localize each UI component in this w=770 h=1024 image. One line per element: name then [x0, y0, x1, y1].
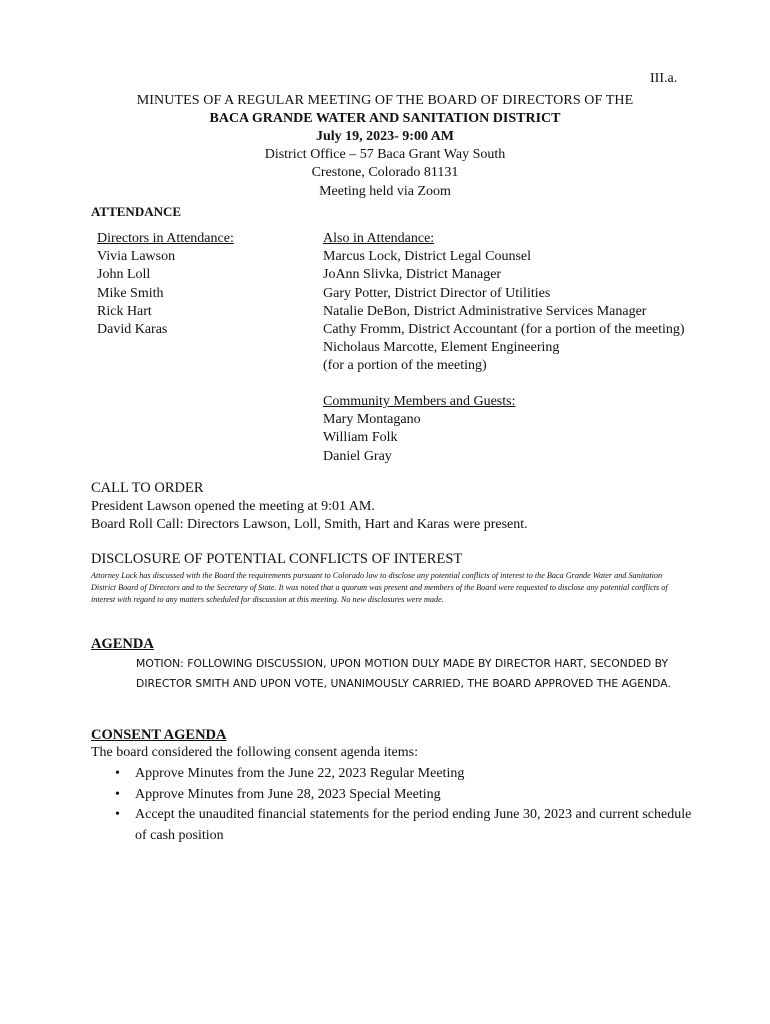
- meeting-city: Crestone, Colorado 81131: [311, 165, 459, 180]
- attendee-note: (for a portion of the meeting): [323, 358, 487, 374]
- attendee: Marcus Lock, District Legal Counsel: [323, 249, 532, 265]
- also-attendance-column: [323, 230, 685, 376]
- meeting-location: District Office – 57 Baca Grant Way South: [264, 147, 506, 162]
- also-attendance-heading: Also in Attendance:: [323, 231, 435, 246]
- list-item: [113, 764, 703, 785]
- guest-name: William Folk: [323, 430, 398, 446]
- attendee: Gary Potter, District Director of Utilities: [323, 285, 551, 301]
- director-name: Vivia Lawson: [97, 249, 176, 265]
- consent-agenda-heading: CONSENT AGENDA: [91, 727, 227, 743]
- bullet-icon: •: [115, 807, 120, 822]
- bullet-icon: •: [115, 786, 120, 802]
- attendee: Nicholaus Marcotte, Element Engineering: [323, 340, 560, 356]
- roll-call-line: Board Roll Call: Directors Lawson, Loll, Smith, Hart and Karas were present.: [91, 517, 528, 532]
- director-name: David Karas: [97, 322, 168, 338]
- list-item: [113, 785, 703, 806]
- director-name: Rick Hart: [97, 303, 152, 319]
- disclosure-heading: DISCLOSURE OF POTENTIAL CONFLICTS OF INTEREST: [91, 551, 463, 567]
- meeting-format: Meeting held via Zoom: [319, 184, 451, 199]
- bullet-icon: •: [115, 766, 120, 781]
- list-item-text: Approve Minutes from the June 22, 2023 Regular Meeting: [135, 766, 465, 781]
- directors-column: [97, 230, 234, 339]
- attendee: JoAnn Slivka, District Manager: [323, 267, 502, 283]
- list-item-text: Approve Minutes from June 28, 2023 Special Meeting: [135, 786, 441, 802]
- director-name: Mike Smith: [97, 285, 164, 301]
- title-line-1: MINUTES OF A REGULAR MEETING OF THE BOARD OF DIRECTORS OF THE: [136, 93, 634, 108]
- guest-name: Mary Montagano: [323, 412, 421, 428]
- meeting-date: July 19, 2023- 9:00 AM: [315, 129, 455, 144]
- director-name: John Loll: [97, 267, 151, 283]
- consent-agenda-list: [113, 764, 703, 846]
- agenda-motion: MOTION: FOLLOWING DISCUSSION, UPON MOTION DULY MADE BY DIRECTOR HART, SECONDED BY DIRECTOR SMITH AND UPON VOTE, UNANIMOUSLY CARRIED, THE BOARD APPROVED THE AGENDA.: [136, 657, 671, 690]
- document-label: III.a.: [650, 71, 678, 86]
- attendee: Cathy Fromm, District Accountant (for a portion of the meeting): [323, 322, 685, 338]
- directors-heading: Directors in Attendance:: [97, 231, 234, 246]
- call-to-order-line-1: President Lawson opened the meeting at 9:01 AM.: [91, 499, 375, 514]
- guests-heading: Community Members and Guests:: [323, 394, 516, 409]
- call-to-order-heading: CALL TO ORDER: [91, 480, 204, 496]
- guest-name: Daniel Gray: [323, 448, 392, 464]
- list-item: [113, 805, 703, 846]
- guests-column: [323, 393, 516, 466]
- district-name: BACA GRANDE WATER AND SANITATION DISTRICT: [209, 111, 561, 126]
- attendance-heading: ATTENDANCE: [91, 204, 182, 219]
- consent-agenda-intro: The board considered the following consent agenda items:: [91, 745, 418, 760]
- list-item-text: Accept the unaudited financial statements for the period ending June 30, 2023 and current schedule of cash position: [135, 807, 692, 843]
- attendee: Natalie DeBon, District Administrative Services Manager: [323, 303, 647, 319]
- disclosure-text: Attorney Lock has discussed with the Board the requirements pursuant to Colorado law to disclose any potential conflicts of interest to the Baca Grande Water and Sanitation District Board of Directors and to the Secretary of State. It was noted that a quorum was present and members of the Board were requested to disclose any potential conflicts of interest with regard to any matters scheduled for discussion at this meeting. No new disclosures were made.: [91, 571, 668, 604]
- agenda-heading: AGENDA: [91, 636, 154, 652]
